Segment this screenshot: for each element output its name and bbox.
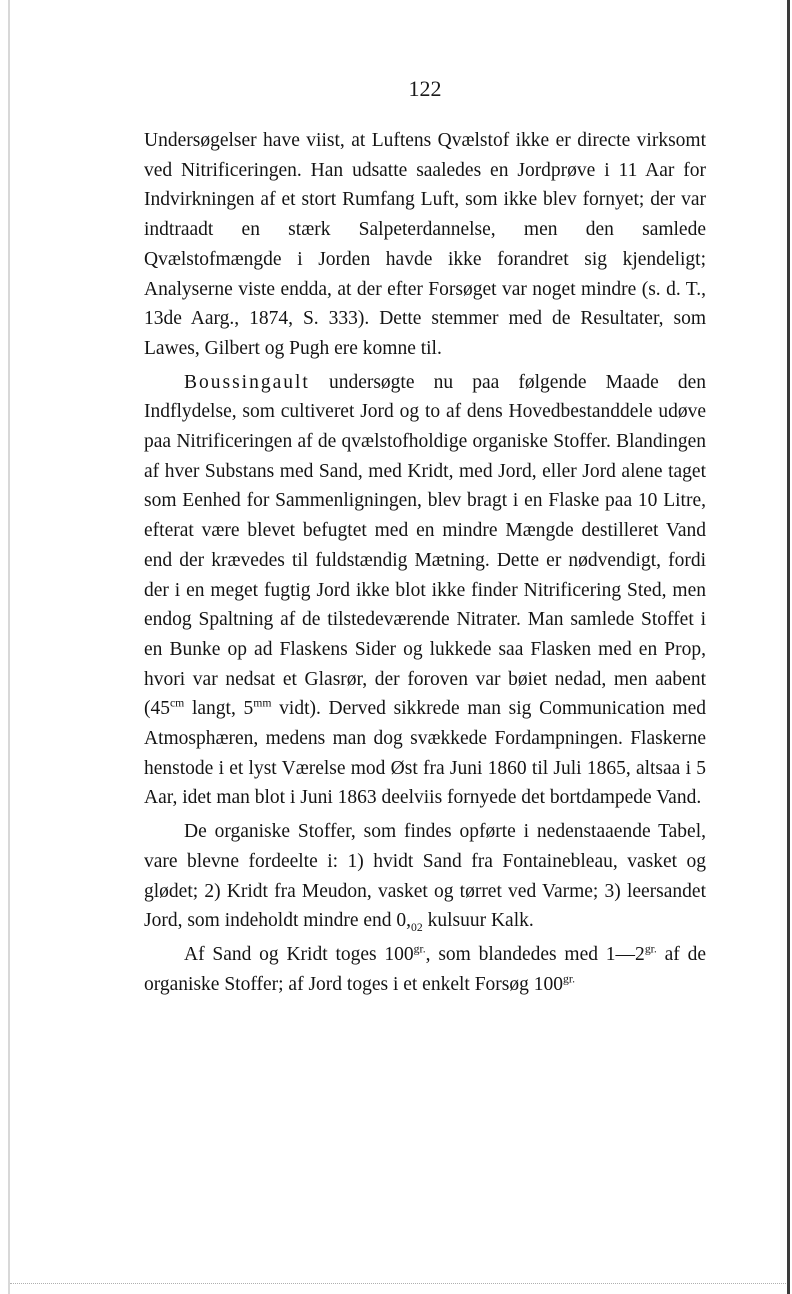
- paragraph-2-text-c: vidt). Derved sikkrede man sig Communication med Atmosphæren, medens man dog svækkede Fordampningen. Flaskerne henstode i et lyst Værelse mod Øst fra Juni 1860 til Juli 1865, altsaa i 5 Aar, idet man blot i Juni 1863 deelviis fornyede det bortdampede Vand.: [144, 698, 706, 809]
- author-name: Boussingault: [184, 371, 310, 393]
- bottom-dotted-rule: [10, 1283, 786, 1284]
- unit-gram-3: gr.: [563, 972, 576, 986]
- unit-gram-2: gr.: [644, 942, 657, 956]
- unit-gram-1: gr.: [413, 942, 426, 956]
- body-text: [144, 126, 706, 999]
- decimal-subscript: 02: [411, 921, 423, 935]
- paragraph-2-text-a: undersøgte nu paa følgende Maade den Indflydelse, som cultiveret Jord og to af dens Hovedbestanddele udøve paa Nitrificeringen af de qvælstofholdige organiske Stoffer. Blandingen af hver Substans med Sand, med Kridt, med Jord, eller Jord alene taget som Eenhed for Sammenligningen, blev bragt i en Flaske paa 10 Litre, efterat være blevet befugtet med en mindre Mængde destilleret Vand end der krævedes til fuldstændig Mætning. Dette er nødvendigt, fordi der i en meget fugtig Jord ikke blot ikke finder Nitrificering Sted, men endog Spaltning af de tilstedeværende Nitrater. Man samlede Stoffet i en Bunke op ad Flaskens Sider og lukkede saa Flasken med en Prop, hvori var nedsat et Glasrør, der foroven var bøiet nedad, men aabent (45: [144, 371, 706, 720]
- page-edge-left: [8, 0, 10, 1294]
- paragraph-4-text-c: af de organiske Stoffer; af Jord toges i et enkelt Forsøg 100: [144, 943, 706, 995]
- paragraph-3: [144, 817, 706, 936]
- paragraph-2: [144, 368, 706, 814]
- paragraph-4: [144, 940, 706, 999]
- paragraph-1: [144, 126, 706, 364]
- page-number: 122: [408, 76, 442, 101]
- unit-cm: cm: [170, 696, 185, 710]
- paragraph-4-text-a: Af Sand og Kridt toges 100: [184, 943, 414, 965]
- paragraph-4-text-b: , som blandedes med 1—2: [425, 943, 645, 965]
- paragraph-3-text-a: De organiske Stoffer, som findes opførte i nedenstaaende Tabel, vare blevne fordeelte i: 1) hvidt Sand fra Fontainebleau, vasket og glødet; 2) Kridt fra Meudon, vasket og tørret ved Varme; 3) leersandet Jord, som indeholdt mindre end 0,: [144, 821, 706, 932]
- unit-mm: mm: [253, 696, 272, 710]
- paragraph-2-text-b: langt, 5: [184, 698, 254, 720]
- page-edge-right: [787, 0, 790, 1294]
- paragraph-3-text-b: kulsuur Kalk.: [422, 910, 534, 932]
- paragraph-1-text: Undersøgelser have viist, at Luftens Qvælstof ikke er directe virksomt ved Nitrificeringen. Han udsatte saaledes en Jordprøve i 11 Aar for Indvirkningen af et stort Rumfang Luft, som ikke blev fornyet; der var indtraadt en stærk Salpeterdannelse, men den samlede Qvælstofmængde i Jorden havde ikke forandret sig kjendeligt; Analyserne viste endda, at der efter Forsøget var noget mindre (s. d. T., 13de Aarg., 1874, S. 333). Dette stemmer med de Resultater, som Lawes, Gilbert og Pugh ere komne til.: [144, 130, 706, 359]
